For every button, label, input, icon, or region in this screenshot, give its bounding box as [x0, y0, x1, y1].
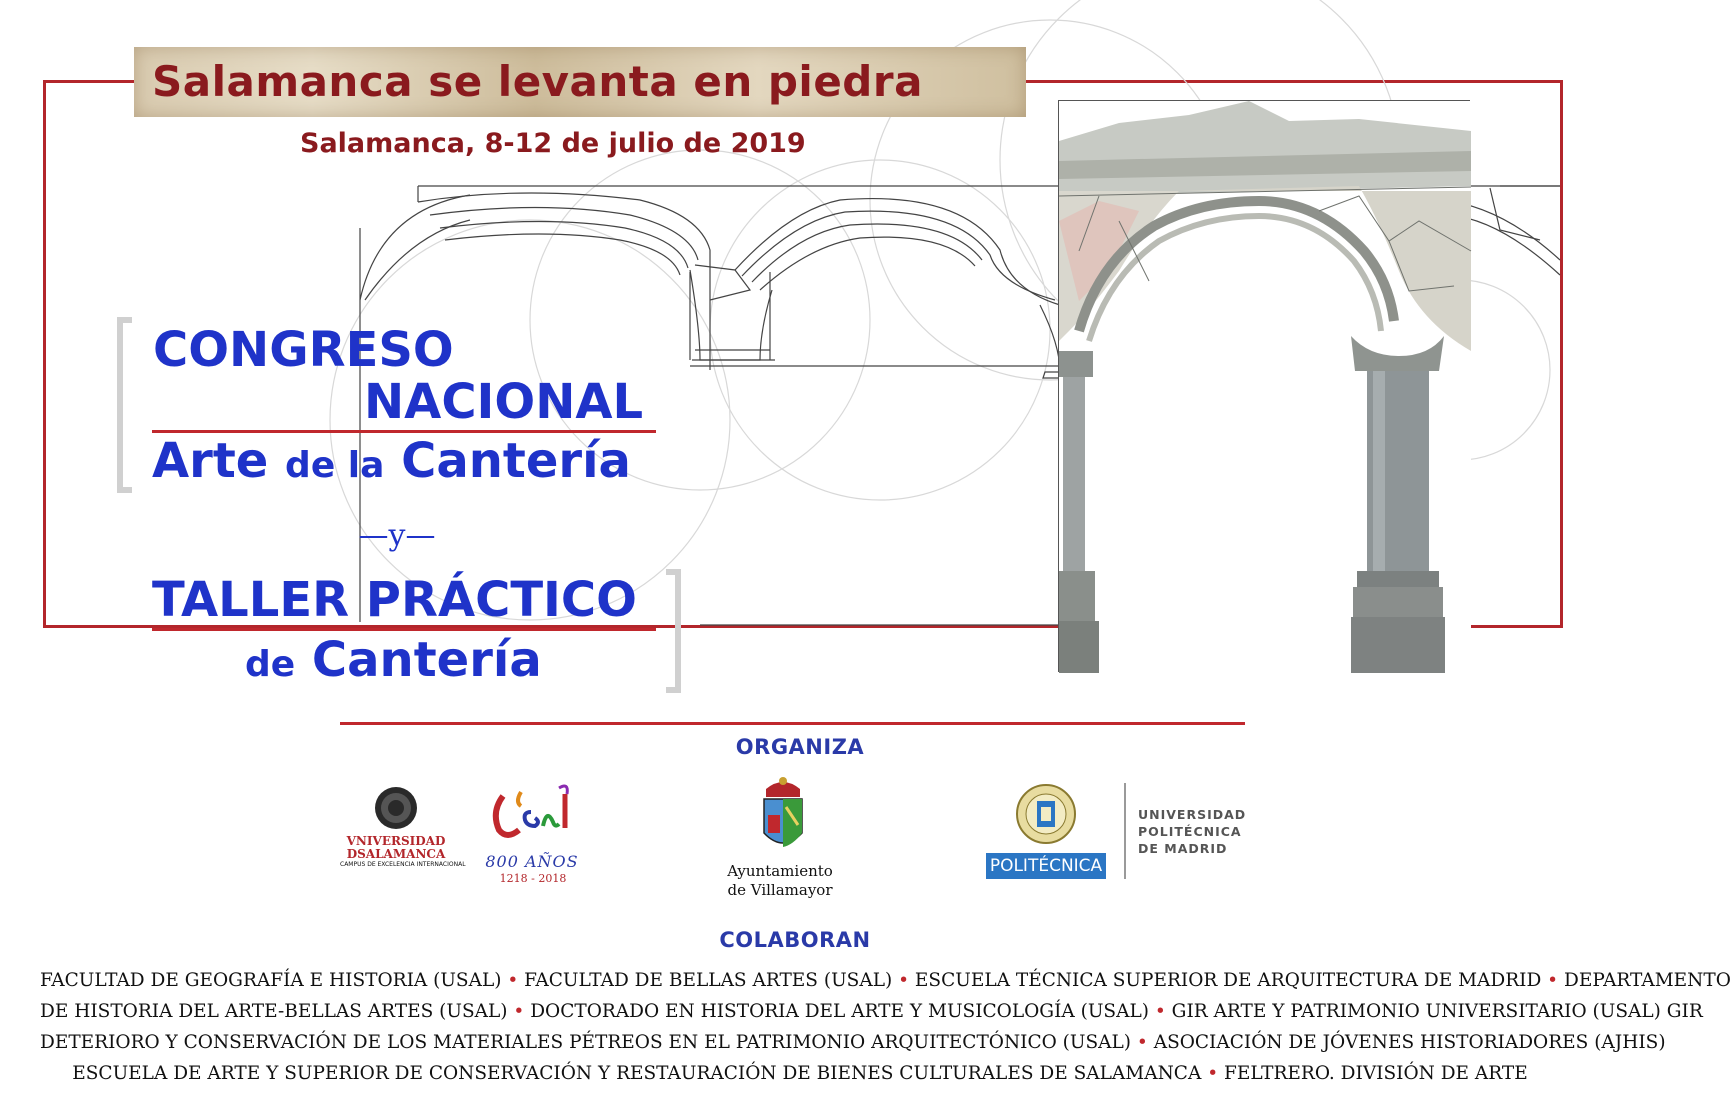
y-separator: —y—	[358, 518, 436, 553]
upm-line3: DE MADRID	[1138, 841, 1228, 856]
collab-item: ESCUELA TÉCNICA SUPERIOR DE ARQUITECTURA DE MADRID	[914, 970, 1542, 991]
collab-line-2	[40, 996, 1703, 1027]
collab-item: FACULTAD DE BELLAS ARTES (USAL)	[524, 970, 893, 991]
collab-line-1	[40, 965, 1731, 996]
collaborators-list	[40, 965, 1731, 1089]
collab-item: DE HISTORIA DEL ARTE-BELLAS ARTES (USAL)	[40, 1001, 508, 1022]
usal-campus: CAMPUS DE EXCELENCIA INTERNACIONAL	[340, 861, 466, 868]
villamayor-line2: de Villamayor	[727, 881, 833, 899]
collab-item: FACULTAD DE GEOGRAFÍA E HISTORIA (USAL)	[40, 970, 502, 991]
collab-bullet: •	[1207, 1063, 1219, 1084]
event-date: Salamanca, 8-12 de julio de 2019	[300, 128, 806, 159]
section-separator	[340, 722, 1245, 725]
collab-line-4	[40, 1058, 1560, 1089]
collab-bullet: •	[898, 970, 910, 991]
usal-name-1: VNIVERSIDAD	[346, 834, 446, 848]
arcade-photo	[1058, 100, 1470, 672]
upm-seal	[1015, 783, 1077, 845]
upm-seal-icon	[1015, 783, 1077, 845]
organiza-heading: ORGANIZA	[735, 735, 865, 759]
arcade-photo-drawing	[1059, 101, 1471, 673]
villamayor-line1: Ayuntamiento	[727, 862, 833, 880]
collab-item: DOCTORADO EN HISTORIA DEL ARTE Y MUSICOLOGÍA (USAL)	[530, 1001, 1149, 1022]
congreso-text: CONGRESO	[153, 322, 454, 378]
usal800-logo	[485, 782, 580, 852]
collab-item: ASOCIACIÓN DE JÓVENES HISTORIADORES (AJHIS)	[1153, 1032, 1666, 1053]
collab-bullet: •	[513, 1001, 525, 1022]
collab-item: DEPARTAMENTO	[1563, 970, 1731, 991]
collab-bullet: •	[507, 970, 519, 991]
collab-bullet: •	[1136, 1032, 1148, 1053]
villamayor-crest	[758, 775, 808, 855]
villamayor-text	[715, 862, 845, 900]
de-word: de	[245, 644, 296, 685]
usal800-logo-icon	[485, 782, 580, 852]
collab-bullet: •	[1547, 970, 1559, 991]
collab-bullet: •	[1154, 1001, 1166, 1022]
arte-word: Arte	[152, 433, 269, 489]
canteria-word-2: Cantería	[311, 632, 542, 688]
de-canteria-line	[245, 632, 542, 693]
collab-item: GIR ARTE Y PATRIMONIO UNIVERSITARIO (USAL) GIR	[1171, 1001, 1703, 1022]
de-la-word: de la	[285, 445, 385, 486]
usal800-years: 1218 - 2018	[499, 872, 567, 885]
usal-logo	[340, 785, 466, 877]
title-underline-2	[152, 628, 656, 631]
collab-line-3	[40, 1027, 1666, 1058]
usal-name-2: DSALAMANCA	[346, 847, 446, 861]
collab-item: FELTRERO. DIVISIÓN DE ARTE	[1224, 1063, 1528, 1084]
event-title: Salamanca se levanta en piedra	[152, 57, 923, 106]
upm-line2: POLITÉCNICA	[1138, 824, 1242, 839]
crest-icon	[758, 775, 808, 855]
arte-canteria-line	[152, 433, 631, 494]
upm-name	[1138, 806, 1246, 857]
collab-item: DETERIORO Y CONSERVACIÓN DE LOS MATERIALES PÉTREOS EN EL PATRIMONIO ARQUITECTÓNICO (USAL)	[40, 1032, 1131, 1053]
upm-badge: POLITÉCNICA	[986, 853, 1106, 879]
nacional-text: NACIONAL	[364, 374, 644, 430]
usal-seal-icon	[340, 785, 452, 831]
upm-line1: UNIVERSIDAD	[1138, 807, 1247, 822]
upm-divider	[1124, 783, 1126, 879]
taller-text: TALLER PRÁCTICO	[152, 572, 637, 628]
collab-item: ESCUELA DE ARTE Y SUPERIOR DE CONSERVACIÓN Y RESTAURACIÓN DE BIENES CULTURALES DE SALAMANCA	[72, 1063, 1202, 1084]
canteria-word: Cantería	[401, 433, 631, 489]
colaboran-heading: COLABORAN	[719, 928, 871, 952]
usal800-anos: 800 AÑOS	[485, 852, 579, 871]
